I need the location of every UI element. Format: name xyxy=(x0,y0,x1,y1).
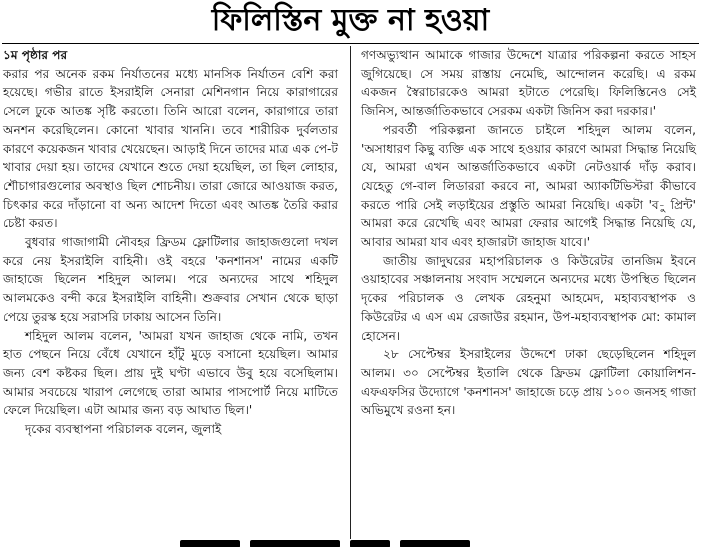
jump-label: ১ম পৃষ্ঠার পর xyxy=(3,48,68,62)
paragraph: ২৮ সেপ্টেম্বর ইসরাইলের উদ্দেশে ঢাকা ছেড়েছিলেন শহিদুল আলম। ৩০ সেপ্টেম্বর ইতালি থেকে ফ্রিডম ফ্লোটিলা কোয়ালিশন-এফএফসির উদ্যোগে 'কনশানস' জাহাজে চড়ে প্রায় ১০০ জনসহ গাজা অভিমুখে রওনা হন। xyxy=(361,347,696,418)
headline: ফিলিস্তিন মুক্ত না হওয়া xyxy=(211,3,490,38)
paragraph: শহিদুল আলম বলেন, 'আমরা যখন জাহাজ থেকে নামি, তখন হাত পেছনে নিয়ে বেঁধে যেখানে হাঁটু মুড়ে বসানো হয়েছিল। আমার জন্য বেশ কষ্টকর ছিল। প্রায় দুই ঘণ্টা এভাবে উবু হয়ে বসেছিলাম। আমার সবচেয়ে খারাপ লেগেছে তারা আমার পাসপোর্ট নিয়ে মাটিতে ফেলে দিয়েছিল। এটা আমার জন্য বড় আঘাত ছিল।' xyxy=(3,328,338,418)
right-column xyxy=(361,46,696,420)
paragraph: গণঅভ্যুত্থান আমাকে গাজার উদ্দেশে যাত্রার পরিকল্পনা করতে সাহস জুগিয়েছে। সে সময় রাস্তায় নেমেছি, আন্দোলন করেছি। এ রকম একজন স্বৈরাচারকেও আমরা হটাতে পেরেছি। ফিলিস্তিনেও সেই জিনিস, আন্তর্জাতিকভাবে সেরকম একটা জিনিস করা দরকার।' xyxy=(361,48,696,119)
paragraph: বুধবার গাজাগামী নৌবহর ফ্রিডম ফ্লোটিলার জাহাজগুলো দখল করে নেয় ইসরাইলি বাহিনী। ওই বহরে 'কনশানস' নামের একটি জাহাজে ছিলেন শহিদুল আলম। পরে অন্যদের সাথে শহিদুল আলমকেও বন্দী করে ইসরাইলি বাহিনী। শুক্রবার সেখান থেকে ছাড়া পেয়ে তুরস্ক হয়ে সরাসরি ঢাকায় আসেন তিনি। xyxy=(3,235,338,324)
column-divider xyxy=(350,46,351,539)
headline-rule xyxy=(2,43,699,44)
cropped-next-headline xyxy=(180,533,520,547)
paragraph: দৃকের ব্যবস্থাপনা পরিচালক বলেন, জুলাই xyxy=(25,422,222,437)
left-column xyxy=(3,46,338,439)
headline-bar xyxy=(0,0,701,42)
paragraph: করার পর অনেক রকম নির্যাতনের মধ্যে মানসিক নির্যাতন বেশি করা হয়েছে। গভীর রাতে ইসরাইলি সেনারা মেশিনগান নিয়ে কারাগারের সেলে ঢুকে আতঙ্ক সৃষ্টি করতো। তিনি আরো বলেন, কারাগারে তারা অনশন করেছিলেন। কোনো খাবার খাননি। তবে শারীরিক দুর্বলতার কারণে কয়েকজন খাবার খেয়েছেন। আড়াই দিনে তাদের মাত্র এক পে-ট খাবার দেয়া হয়। তাদের যেখানে শুতে দেয়া হয়েছিল, তা ছিল লোহার, শৌচাগারগুলোর অবস্থাও ছিল শোচনীয়। তারা জোরে আওয়াজ করত, চিৎকার করে দাঁড়ানো বা অন্য আদেশ দিতো এবং আতঙ্ক তৈরি করার চেষ্টা করত। xyxy=(3,66,338,231)
paragraph: পরবর্তী পরিকল্পনা জানতে চাইলে শহিদুল আলম বলেন, 'অসাধারণ কিছু ব্যক্তি এক সাথে হওয়ার কারণে আমরা সিদ্ধান্ত নিয়েছি যে, আমরা এখন আন্তর্জাতিকভাবে একটা নেটওয়ার্ক দাঁড় করাব। যেহেতু গে-বাল লিডাররা করবে না, আমরা অ্যাকটিভিস্টরা কীভাবে করতে পারি সেই লড়াইয়ের প্রস্তুতি আমরা নিয়েছি। একটা 'ব-ু প্রিন্ট' আমরা করে রেখেছি এবং আমরা ফেরার আগেই সিদ্ধান্ত নিয়েছি যে, আবার আমরা যাব এবং হাজারটা জাহাজ যাবে।' xyxy=(361,122,696,250)
paragraph: জাতীয় জাদুঘরের মহাপরিচালক ও কিউরেটর তানজিম ইবনে ওয়াহাবের সঞ্চালনায় সংবাদ সম্মেলনে অন্যদের মধ্যে উপস্থিত ছিলেন দৃকের পরিচালক ও লেখক রেহনুমা আহমেদ, মহাব্যবস্থাপক ও কিউরেটর এ এস এম রেজাউর রহমান, উপ-মহাব্যবস্থাপক মো: কামাল হোসেন। xyxy=(361,253,696,343)
